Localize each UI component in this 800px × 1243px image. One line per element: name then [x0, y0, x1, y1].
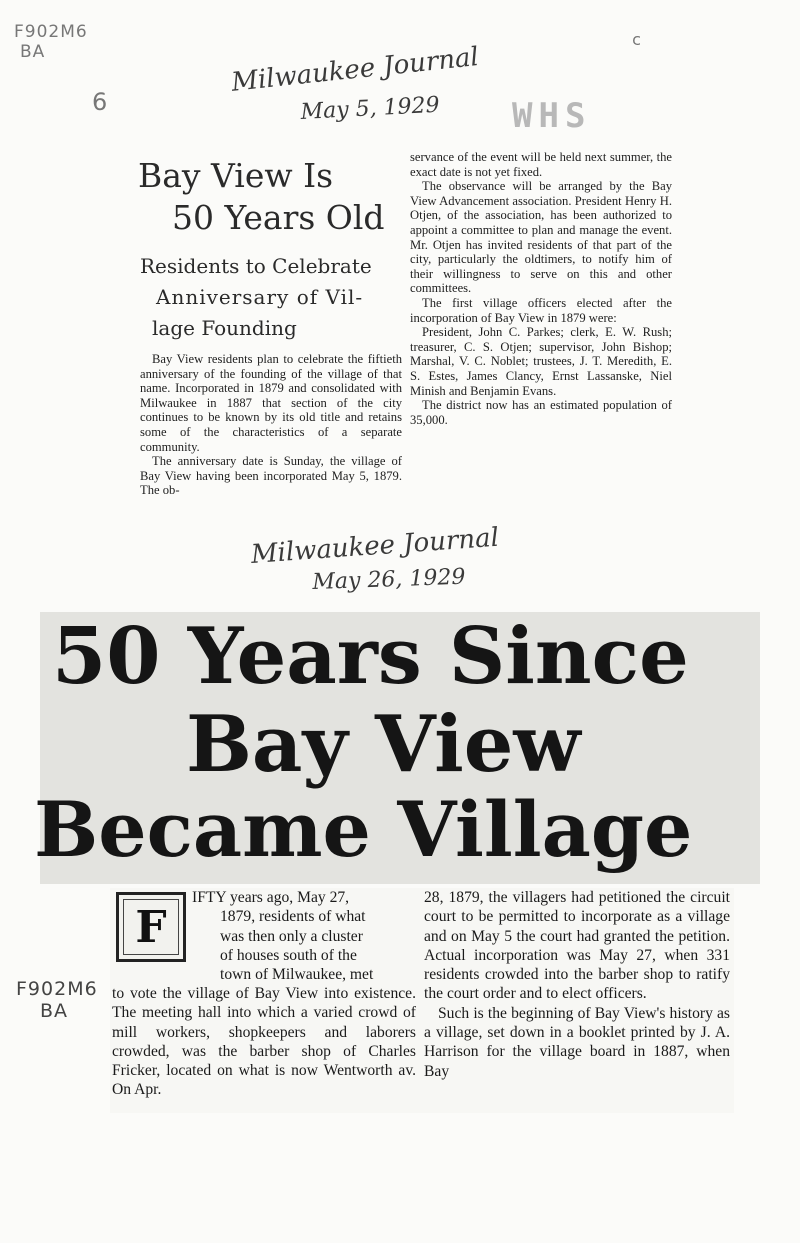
archive-code: F902M6	[16, 978, 98, 1000]
text-line: 1879, residents of what	[220, 908, 366, 926]
clipping1-right-column	[410, 150, 672, 427]
clipping2-left-rest: to vote the village of Bay View into existence. The meeting hall into which a varied crowd of mill workers, shopkeepers and laborers crowded, was the barber shop of Charles Fricker, located on what is now Wentworth av. On Apr.	[112, 985, 416, 1099]
clipping1-headline-line1: Bay View Is	[138, 156, 334, 195]
clipping1-right-paragraph: The district now has an estimated population of 35,000.	[410, 398, 672, 427]
text-line: of houses south of the	[220, 946, 357, 964]
clipping1-left-paragraph: Bay View residents plan to celebrate the fiftieth anniversary of the founding of the village of that name. Incorporated in 1879 and consolidated with Milwaukee in 1887 that section of the city continues to be known by its old title and retains some of the characteristics of a separate community.	[140, 352, 402, 454]
clipping2-source-date: May 26, 1929	[312, 564, 466, 595]
clipping1-subhead-line2: Anniversary of Vil-	[156, 285, 364, 309]
clipping1-source-paper: Milwaukee Journal	[230, 42, 481, 98]
archive-code-side	[16, 978, 98, 1022]
archive-subcode: BA	[20, 42, 46, 62]
corner-mark: c	[620, 30, 642, 49]
text-line: town of Milwaukee, met	[220, 966, 374, 984]
clipping2-headline-line1: 50 Years Since	[52, 611, 689, 702]
clipping2-right-paragraph: 28, 1879, the villagers had petitioned the circuit court to be permitted to incorporate as a village and on May 5 the court had granted the petition. Actual incorporation was May 27, when 331 residents crowded into the barber shop to ratify the court order and to elect officers.	[424, 889, 730, 1003]
whs-stamp: WHS	[512, 96, 592, 136]
clipping2-headline-line3: Became Village	[34, 785, 693, 874]
text-line: IFTY years ago, May 27,	[192, 889, 350, 906]
clipping1-subhead-line3: lage Founding	[152, 316, 297, 340]
clipping1-source-date: May 5, 1929	[300, 92, 441, 125]
drop-cap-frame	[116, 892, 186, 962]
clipping2-source-paper: Milwaukee Journal	[250, 522, 500, 570]
archive-code-top	[14, 22, 88, 62]
page-number: 6	[92, 88, 109, 116]
clipping2-right-column	[424, 888, 730, 1081]
clipping2-body	[110, 888, 734, 1113]
clipping1-left-column	[140, 352, 402, 498]
clipping1-left-paragraph: The anniversary date is Sunday, the village of Bay View having been incorporated May 5, 1879. The ob-	[140, 454, 402, 498]
clipping2-right-paragraph: Such is the beginning of Bay View's history as a village, set down in a booklet printed by J. A. Harrison for the village board in 1887, when Bay	[424, 1004, 730, 1080]
clipping1-headline-line2: 50 Years Old	[172, 198, 385, 237]
clipping1-right-paragraph: President, John C. Parkes; clerk, E. W. Rush; treasurer, C. S. Otjen; supervisor, John Bishop; Marshal, V. C. Noblet; trustees, J. T. Meredith, E. S. Estes, James Clancy, Ernst Lassanske, Niel Minish and Benjamin Evans.	[410, 325, 672, 398]
clipping2-cap-lines	[192, 888, 416, 984]
clipping1-right-paragraph: The observance will be arranged by the Bay View Advancement association. President Henry H. Otjen, of the association, has been authorized to appoint a committee to plan and manage the event. Mr. Otjen has invited residents of that part of the city, particularly the oldtimers, to notify him of their willingness to serve on this and other committees.	[410, 179, 672, 296]
drop-cap-letter: F	[123, 899, 179, 955]
clipping1	[138, 150, 674, 528]
text-line: was then only a cluster	[220, 927, 363, 945]
clipping1-right-paragraph: servance of the event will be held next summer, the exact date is not yet fixed.	[410, 150, 672, 179]
archive-code: F902M6	[14, 22, 88, 42]
clipping1-right-paragraph: The first village officers elected after the incorporation of Bay View in 1879 were:	[410, 295, 672, 325]
archive-subcode: BA	[40, 1000, 69, 1022]
clipping1-subhead-line1: Residents to Celebrate	[140, 254, 372, 278]
clipping2-headline-line2: Bay View	[186, 699, 581, 790]
